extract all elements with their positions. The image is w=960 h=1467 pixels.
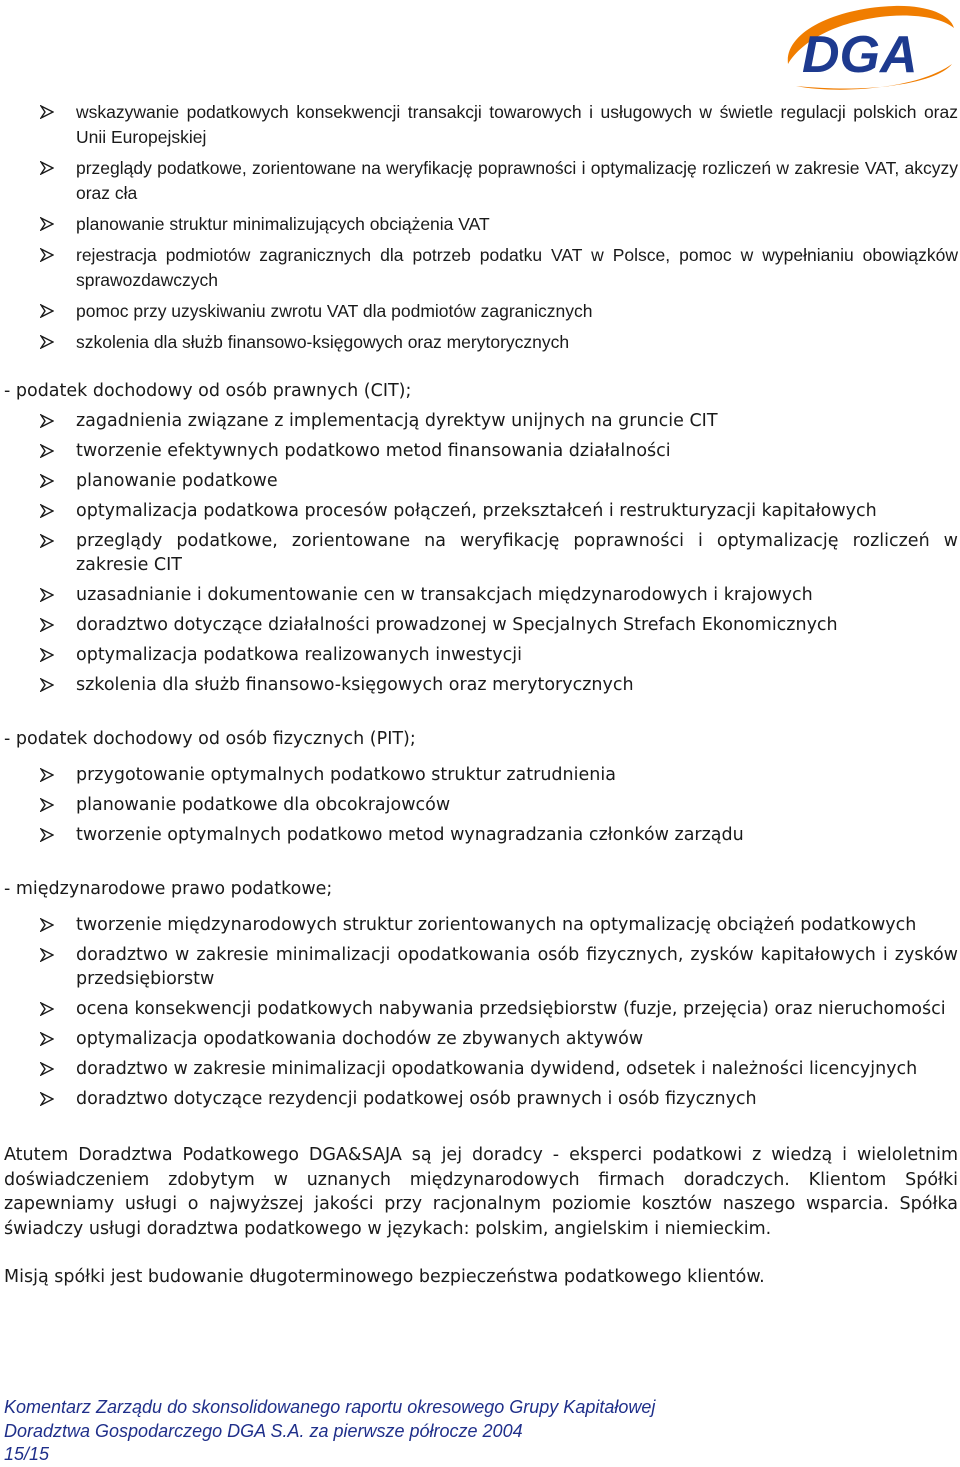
list-item-text: tworzenie optymalnych podatkowo metod wynagradzania członków zarządu xyxy=(76,825,744,845)
list-item xyxy=(4,913,958,937)
arrowhead-bullet-icon xyxy=(40,828,54,842)
page-content xyxy=(4,100,958,1290)
pit-heading: - podatek dochodowy od osób fizycznych (PIT); xyxy=(4,729,416,749)
list-item xyxy=(4,1027,958,1051)
list-item xyxy=(4,243,958,293)
arrowhead-bullet-icon xyxy=(40,444,54,458)
list-item-text: ocena konsekwencji podatkowych nabywania przedsiębiorstw (fuzje, przejęcia) oraz nieruchomości xyxy=(76,999,946,1019)
list-item xyxy=(4,499,958,523)
list-item-text: pomoc przy uzyskiwaniu zwrotu VAT dla podmiotów zagranicznych xyxy=(76,301,593,321)
list-item xyxy=(4,673,958,697)
list-item-text: tworzenie międzynarodowych struktur zorientowanych na optymalizację obciążeń podatkowych xyxy=(76,915,917,935)
footer-line-2: Doradztwa Gospodarczego DGA S.A. za pierwsze półrocze 2004 xyxy=(4,1420,523,1441)
list-item-text: planowanie podatkowe dla obcokrajowców xyxy=(76,795,451,815)
international-tax-heading: - międzynarodowe prawo podatkowe; xyxy=(4,879,333,899)
list-item-text: optymalizacja podatkowa realizowanych inwestycji xyxy=(76,645,522,665)
list-item xyxy=(4,643,958,667)
arrowhead-bullet-icon xyxy=(40,678,54,692)
list-item xyxy=(4,1087,958,1111)
arrowhead-bullet-icon xyxy=(40,948,54,962)
page-number: 15/15 xyxy=(4,1444,50,1464)
list-item xyxy=(4,763,958,787)
list-item-text: zagadnienia związane z implementacją dyrektyw unijnych na gruncie CIT xyxy=(76,411,718,431)
list-item xyxy=(4,997,958,1021)
list-item-text: planowanie struktur minimalizujących obciążenia VAT xyxy=(76,214,490,234)
list-item xyxy=(4,330,958,355)
arrowhead-bullet-icon xyxy=(40,161,54,175)
list-item-text: wskazywanie podatkowych konsekwencji transakcji towarowych i usługowych w świetle regulacji polskich oraz Unii Europejskiej xyxy=(76,102,958,147)
vat-services-list xyxy=(4,100,958,355)
arrowhead-bullet-icon xyxy=(40,918,54,932)
pit-services-list xyxy=(4,763,958,847)
list-item-text: doradztwo w zakresie minimalizacji opodatkowania osób fizycznych, zysków kapitałowych i zysków przedsiębiorstw xyxy=(76,945,958,989)
arrowhead-bullet-icon xyxy=(40,534,54,548)
list-item-text: tworzenie efektywnych podatkowo metod finansowania działalności xyxy=(76,441,671,461)
arrowhead-bullet-icon xyxy=(40,588,54,602)
dga-logo xyxy=(766,2,958,94)
list-item-text: przeglądy podatkowe, zorientowane na weryfikację poprawności i optymalizację rozliczeń w zakresie VAT, akcyzy oraz cła xyxy=(76,158,958,203)
list-item-text: doradztwo w zakresie minimalizacji opodatkowania dywidend, odsetek i należności licencyjnych xyxy=(76,1059,918,1079)
list-item-text: uzasadnianie i dokumentowanie cen w transakcjach międzynarodowych i krajowych xyxy=(76,585,813,605)
list-item xyxy=(4,793,958,817)
arrowhead-bullet-icon xyxy=(40,1032,54,1046)
arrowhead-bullet-icon xyxy=(40,798,54,812)
arrowhead-bullet-icon xyxy=(40,1002,54,1016)
mission-paragraph: Misją spółki jest budowanie długoterminowego bezpieczeństwa podatkowego klientów. xyxy=(4,1267,765,1287)
cit-heading: - podatek dochodowy od osób prawnych (CIT); xyxy=(4,381,412,401)
list-item-text: przeglądy podatkowe, zorientowane na weryfikację poprawności i optymalizację rozliczeń w zakresie CIT xyxy=(76,531,958,575)
advantages-paragraph: Atutem Doradztwa Podatkowego DGA&SAJA są jej doradcy - eksperci podatkowi z wiedzą i wieloletnim doświadczeniem zdobytym w uznanych międzynarodowych firmach doradczych. Klientom Spółki zapewniamy usługi o najwyższej jakości przy racjonalnym poziomie kosztów naszego wsparcia. Spółka świadczy usługi doradztwa podatkowego w językach: polskim, angielskim i niemieckim. xyxy=(4,1145,958,1239)
list-item xyxy=(4,469,958,493)
list-item xyxy=(4,943,958,991)
list-item-text: szkolenia dla służb finansowo-księgowych oraz merytorycznych xyxy=(76,332,570,352)
list-item xyxy=(4,823,958,847)
list-item-text: optymalizacja podatkowa procesów połączeń, przekształceń i restrukturyzacji kapitałowych xyxy=(76,501,877,521)
list-item xyxy=(4,100,958,150)
list-item xyxy=(4,212,958,237)
arrowhead-bullet-icon xyxy=(40,304,54,318)
arrowhead-bullet-icon xyxy=(40,474,54,488)
list-item xyxy=(4,156,958,206)
arrowhead-bullet-icon xyxy=(40,618,54,632)
footer xyxy=(4,1396,655,1467)
footer-line-1: Komentarz Zarządu do skonsolidowanego raportu okresowego Grupy Kapitałowej xyxy=(4,1397,656,1417)
cit-services-list xyxy=(4,409,958,697)
list-item-text: optymalizacja opodatkowania dochodów ze zbywanych aktywów xyxy=(76,1029,644,1049)
arrowhead-bullet-icon xyxy=(40,1062,54,1076)
list-item xyxy=(4,409,958,433)
arrowhead-bullet-icon xyxy=(40,105,54,119)
list-item xyxy=(4,1057,958,1081)
list-item xyxy=(4,583,958,607)
arrowhead-bullet-icon xyxy=(40,768,54,782)
arrowhead-bullet-icon xyxy=(40,648,54,662)
list-item xyxy=(4,613,958,637)
list-item-text: planowanie podatkowe xyxy=(76,471,278,491)
international-tax-services-list xyxy=(4,913,958,1111)
list-item-text: doradztwo dotyczące działalności prowadzonej w Specjalnych Strefach Ekonomicznych xyxy=(76,615,838,635)
list-item xyxy=(4,439,958,463)
list-item xyxy=(4,299,958,324)
list-item xyxy=(4,529,958,577)
arrowhead-bullet-icon xyxy=(40,248,54,262)
list-item-text: doradztwo dotyczące rezydencji podatkowej osób prawnych i osób fizycznych xyxy=(76,1089,757,1109)
arrowhead-bullet-icon xyxy=(40,217,54,231)
list-item-text: przygotowanie optymalnych podatkowo struktur zatrudnienia xyxy=(76,765,616,785)
logo-text: DGA xyxy=(802,26,918,84)
arrowhead-bullet-icon xyxy=(40,504,54,518)
arrowhead-bullet-icon xyxy=(40,414,54,428)
list-item-text: rejestracja podmiotów zagranicznych dla potrzeb podatku VAT w Polsce, pomoc w wypełnianiu obowiązków sprawozdawczych xyxy=(76,245,958,290)
arrowhead-bullet-icon xyxy=(40,335,54,349)
list-item-text: szkolenia dla służb finansowo-księgowych oraz merytorycznych xyxy=(76,675,634,695)
arrowhead-bullet-icon xyxy=(40,1092,54,1106)
